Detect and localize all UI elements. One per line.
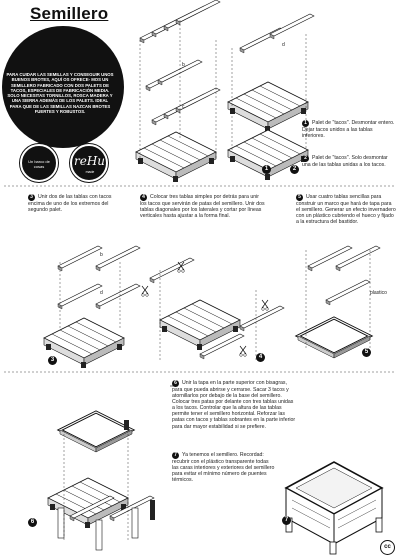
logo-right-subtext: made [85, 170, 95, 174]
step-3-text [28, 194, 126, 213]
marker-7: 7 [282, 516, 291, 525]
step-5-body: Usar cuatro tablas sencillas para construir un marco que hará de tapa para el semillero. Generar un efecto invernadero con un plástico cubriendo el hueco y fijado a la estructura del bastidor. [296, 194, 396, 226]
label-d: d [282, 42, 285, 48]
step-3-number: 3 [28, 194, 35, 201]
marker-5: 5 [362, 348, 371, 357]
step-4-body: Colocar tres tablas simples por detrás para unir los tacos que servirán de patas del semillero. Unir dos tablas diagonales por los laterales y cortar por líneas verticales hasta ajustar a la forma final. [140, 194, 265, 220]
step-5-number: 5 [296, 194, 303, 201]
step6-diagram [48, 412, 155, 550]
marker-4: 4 [256, 353, 265, 362]
step3-diagram [44, 246, 140, 368]
logo-right-text: reHu [74, 154, 106, 168]
step-4-text [140, 194, 266, 219]
label-d-step3: d [100, 290, 103, 296]
step-2-text [302, 155, 396, 168]
step-2-body: Palet de "tacos". Solo desmontar una de las tablas unidas a los tacos. [302, 155, 388, 168]
step4-diagram [142, 258, 284, 360]
page-title: Semillero [30, 4, 109, 23]
step5-diagram [298, 246, 380, 358]
label-c: c [182, 104, 185, 110]
step-5-text [296, 194, 396, 225]
step-6-number: 6 [172, 380, 179, 387]
step-4-number: 4 [140, 194, 147, 201]
marker-1: 1 [262, 165, 271, 174]
step-7-text [172, 452, 276, 483]
step-1-text [302, 120, 396, 139]
step-7-number: 7 [172, 452, 179, 459]
step-6-body: Unir la tapa en la parte superior con bisagras, para que pueda abrirse y cerrarse. Sacar 3 tacos y atornillarlos por debajo de la base del semillero. Colocar tres patas por delante con tres tablas unidas a los tacos. Controlar que la altura de las tablas permite tener el semillero horizontal. Reforzar las patas con tacos y tablas sobrantes en la parte inferior para dar mayor estabilidad si se prefiere. [172, 380, 296, 430]
step-6-text [172, 380, 296, 430]
label-b-step3: b [100, 252, 103, 258]
step-2-number: 2 [302, 155, 309, 162]
creative-commons-icon: cc [380, 540, 395, 555]
step-1-body: Palet de "tacos". Desmontar entero. Dejar tacos unidos a las tablas inferiores. [302, 120, 395, 140]
top-left-exploded-pallet [136, 0, 220, 182]
marker-6: 6 [28, 518, 37, 527]
intro-text: PARA CUIDAR LAS SEMILLAS Y CONSEGUIR UNOS BUENOS BROTES, AQUÍ OS OFRECE- MOS UN SEMILLERO FABRICADO CON DOS PALETS DE TACOS, ESPECIALES DE FABRICACIÓN MEDIA. SOLO NECESITAS TORNILLOS, ROSCA MADERA Y UNA SIERRA ADEMÁS DE LOS PALETS. IDEAL PARA QUE DE LAS SEMILLAS NAZCAN BROTES FUERTES Y ROBUSTOS. [6, 72, 114, 115]
marker-3: 3 [48, 356, 57, 365]
step-1-number: 1 [302, 120, 309, 127]
step7-diagram [286, 462, 382, 554]
label-b: b [182, 62, 185, 68]
plastico-label: plastico [370, 290, 387, 296]
step-7-body: Ya tenemos el semillero. Recordad: recubrir con el plástico transparente todas las caras interiores y exteriores del semillero para evitar el mínimo número de puentes térmicos. [172, 452, 275, 484]
logo-left-text: Un barco de cosas [28, 159, 50, 169]
marker-2: 2 [290, 165, 299, 174]
step-3-body: Unir dos de las tablas con tacos encima de uno de los extremos del segundo palet. [28, 194, 112, 214]
